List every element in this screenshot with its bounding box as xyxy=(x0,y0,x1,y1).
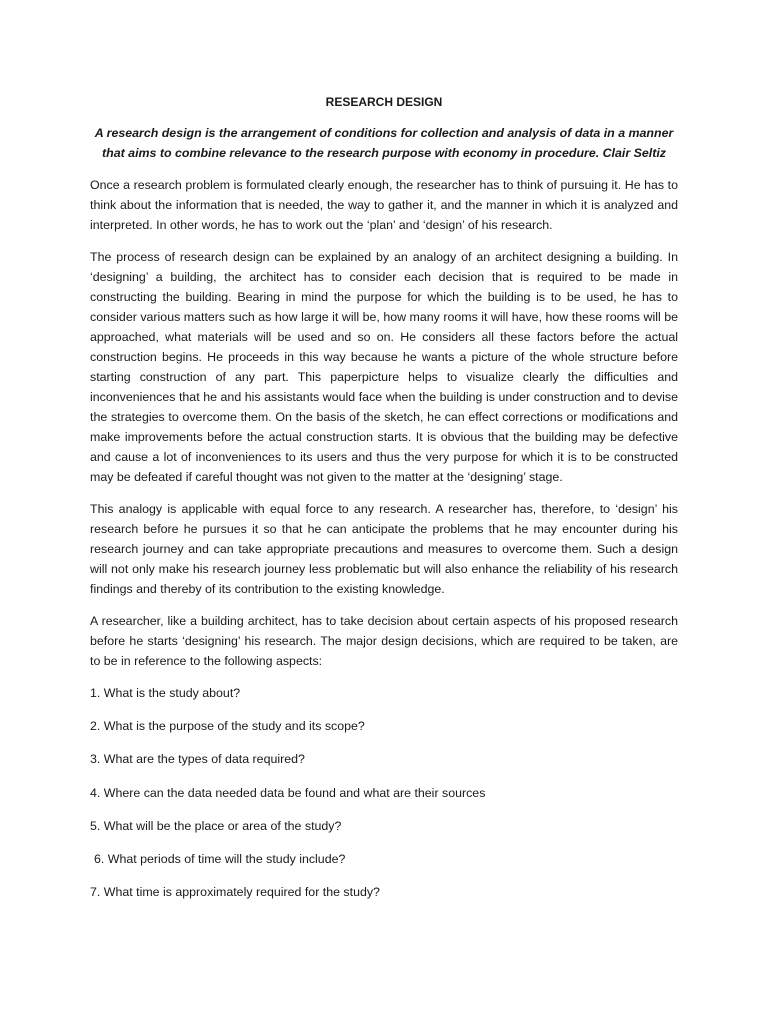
definition-quote: A research design is the arrangement of conditions for collection and analysis of data in a manner that aims to combine relevance to the research purpose with economy in procedure. Clair Seltiz xyxy=(94,126,674,160)
list-item: 2. What is the purpose of the study and its scope? xyxy=(90,719,365,734)
list-item: 7. What time is approximately required for the study? xyxy=(90,885,380,900)
document-page xyxy=(90,92,678,915)
paragraph-architect-analogy: The process of research design can be explained by an analogy of an architect designing a building. In ‘designing’ a building, the architect has to consider each decision that is required to be made in constructing the building. Bearing in mind the purpose for which the building is to be used, he has to consider various matters such as how large it will be, how many rooms it will have, how these rooms will be approached, what materials will be used and so on. He considers all these factors before the actual construction begins. He proceeds in this way because he wants a picture of the whole structure before starting construction of any part. This paperpicture helps to visualize clearly the difficulties and inconveniences that he and his assistants would face when the building is under construction and to devise the strategies to overcome them. On the basis of the sketch, he can effect corrections or modifications and make improvements before the actual construction starts. It is obvious that the building may be defective and cause a lot of inconveniences to its users and thus the very purpose for which it is to be constructed may be defeated if careful thought was not given to the matter at the ‘designing’ stage. xyxy=(90,250,678,484)
paragraph-intro: Once a research problem is formulated clearly enough, the researcher has to think of pursuing it. He has to think about the information that is needed, the way to gather it, and the manner in which it is analyzed and interpreted. In other words, he has to work out the ‘plan’ and ‘design’ of his research. xyxy=(90,178,678,232)
list-item: 1. What is the study about? xyxy=(90,686,241,700)
document-title: RESEARCH DESIGN xyxy=(325,95,443,109)
paragraph-analogy-applied: This analogy is applicable with equal force to any research. A researcher has, therefore, to ‘design’ his research before he pursues it so that he can anticipate the problems that he may encounter during his research journey and can take appropriate precautions and measures to overcome them. Such a design will not only make his research journey less problematic but will also enhance the reliability of his research findings and thereby of its contribution to the existing knowledge. xyxy=(90,502,678,596)
paragraph-design-decisions: A researcher, like a building architect, has to take decision about certain aspects of his proposed research before he starts ‘designing’ his research. The major design decisions, which are required to be taken, are to be in reference to the following aspects: xyxy=(90,614,678,668)
list-item: 4. Where can the data needed data be found and what are their sources xyxy=(90,785,486,800)
list-item: 3. What are the types of data required? xyxy=(90,752,305,767)
list-item: 5. What will be the place or area of the study? xyxy=(90,818,342,833)
list-item: 6. What periods of time will the study include? xyxy=(94,851,346,866)
aspects-list xyxy=(90,683,678,902)
